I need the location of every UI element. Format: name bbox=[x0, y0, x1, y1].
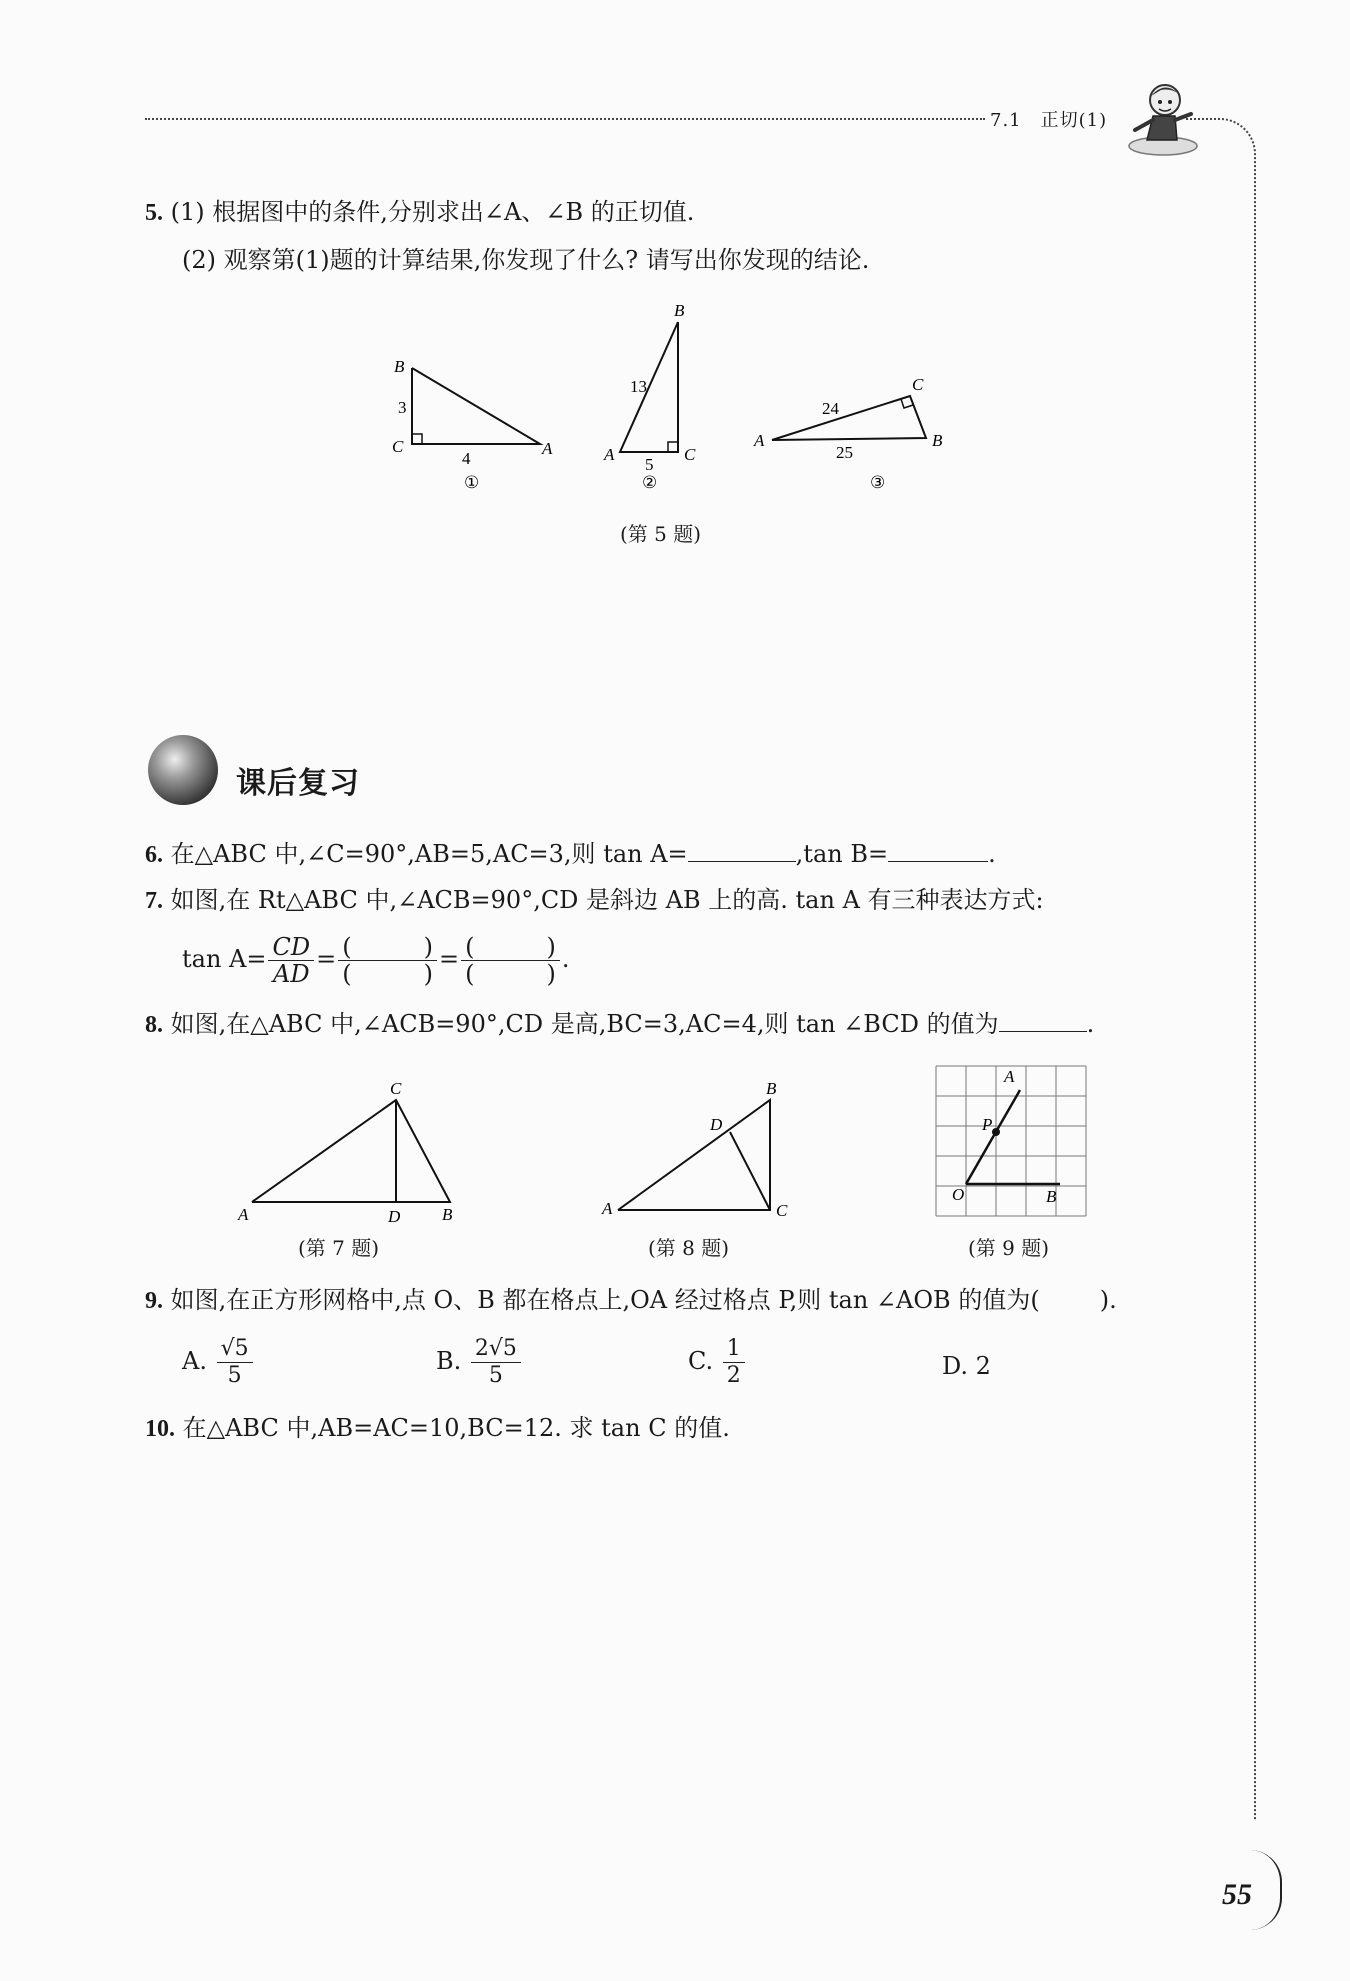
question-number: 8. bbox=[145, 1012, 163, 1038]
figure-label: ① bbox=[464, 473, 480, 492]
option-label: B. bbox=[436, 1347, 462, 1375]
question-number: 7. bbox=[145, 888, 163, 914]
option-b[interactable] bbox=[436, 1336, 523, 1389]
vertex-label: B bbox=[674, 301, 685, 320]
vertex-label: P bbox=[982, 1115, 993, 1134]
question-5-part1 bbox=[145, 196, 694, 229]
fraction-numerator: 2√5 bbox=[471, 1336, 521, 1363]
paren-open: ( bbox=[342, 960, 352, 988]
vertex-label: C bbox=[684, 445, 696, 464]
vertex-label: B bbox=[766, 1079, 777, 1098]
question-text: (1) 根据图中的条件,分别求出∠A、∠B 的正切值. bbox=[170, 198, 695, 226]
question-9 bbox=[145, 1284, 1117, 1317]
option-fraction bbox=[471, 1336, 521, 1389]
side-length: 4 bbox=[462, 449, 471, 468]
fraction-denominator: 5 bbox=[227, 1363, 242, 1388]
option-d[interactable] bbox=[942, 1352, 991, 1380]
question-number: 5. bbox=[145, 200, 163, 226]
vertex-label: A bbox=[602, 1199, 613, 1218]
figure-question-5 bbox=[380, 300, 960, 500]
vertex-label: C bbox=[390, 1079, 402, 1098]
paren-close: ) bbox=[546, 933, 556, 961]
figure-8 bbox=[601, 1079, 788, 1220]
question-6 bbox=[145, 838, 996, 871]
figure-9 bbox=[952, 1067, 1060, 1206]
figure-label: ③ bbox=[870, 473, 886, 492]
figure-caption: (第 7 题) bbox=[298, 1236, 380, 1260]
side-length: 5 bbox=[645, 455, 654, 474]
section-title: 课后复习 bbox=[236, 766, 360, 801]
vertex-label: D bbox=[388, 1207, 401, 1226]
mascot-boy-icon bbox=[1125, 78, 1201, 158]
vertex-label: C bbox=[776, 1201, 788, 1220]
page-border-rail bbox=[1186, 118, 1256, 1820]
fraction-denominator: 5 bbox=[488, 1363, 503, 1388]
fraction-blank[interactable] bbox=[461, 934, 560, 987]
paren-open: ( bbox=[465, 960, 475, 988]
question-text: . bbox=[988, 840, 996, 868]
triangle-1 bbox=[392, 357, 553, 492]
question-text: 如图,在△ABC 中,∠ACB=90°,CD 是高,BC=3,AC=4,则 tan ∠BCD 的值为 bbox=[170, 1010, 999, 1038]
header-rule bbox=[145, 118, 985, 120]
option-label: D. bbox=[942, 1352, 969, 1380]
paren-close: ) bbox=[423, 933, 433, 961]
equals-sign: = bbox=[438, 945, 460, 973]
sphere-icon bbox=[148, 735, 218, 805]
side-length: 3 bbox=[398, 398, 407, 417]
vertex-label: A bbox=[604, 445, 615, 464]
figure-7 bbox=[237, 1079, 453, 1226]
paren-open: ( bbox=[342, 933, 352, 961]
figure-caption: (第 5 题) bbox=[620, 522, 702, 546]
option-label: C. bbox=[688, 1347, 714, 1375]
paren-close: ) bbox=[423, 960, 433, 988]
question-number: 9. bbox=[145, 1288, 163, 1314]
question-7-formula bbox=[182, 934, 569, 987]
question-8 bbox=[145, 1008, 1094, 1041]
vertex-label: O bbox=[952, 1185, 965, 1204]
fraction-numerator: √5 bbox=[217, 1336, 253, 1363]
side-length: 25 bbox=[836, 443, 853, 462]
formula-prefix: tan A= bbox=[182, 945, 267, 973]
figure-label: ② bbox=[642, 473, 658, 492]
option-c[interactable] bbox=[688, 1336, 747, 1389]
figures-7-8-9 bbox=[230, 1060, 1110, 1230]
question-7 bbox=[145, 884, 1044, 917]
figure-caption: (第 9 题) bbox=[968, 1236, 1050, 1260]
triangle-3 bbox=[753, 375, 943, 492]
vertex-label: A bbox=[238, 1205, 249, 1224]
question-text: 如图,在正方形网格中,点 O、B 都在格点上,OA 经过格点 P,则 tan ∠AOB 的值为( bbox=[170, 1286, 1040, 1314]
question-text: ,tan B= bbox=[795, 840, 889, 868]
vertex-label: A bbox=[542, 439, 553, 458]
question-text: 在△ABC 中,∠C=90°,AB=5,AC=3,则 tan A= bbox=[170, 840, 688, 868]
answer-blank[interactable] bbox=[888, 841, 988, 862]
paren-open: ( bbox=[465, 933, 475, 961]
page-number-arc bbox=[1250, 1850, 1282, 1930]
option-a[interactable] bbox=[182, 1336, 255, 1389]
question-5-part2: (2) 观察第(1)题的计算结果,你发现了什么? 请写出你发现的结论. bbox=[182, 246, 870, 274]
answer-blank[interactable] bbox=[999, 1011, 1087, 1032]
figure-caption: (第 8 题) bbox=[648, 1236, 730, 1260]
option-label: A. bbox=[182, 1347, 207, 1375]
option-fraction bbox=[723, 1336, 745, 1389]
question-end: ). bbox=[1099, 1286, 1117, 1314]
paren-close: ) bbox=[546, 960, 556, 988]
option-fraction bbox=[217, 1336, 253, 1389]
vertex-label: B bbox=[394, 357, 405, 376]
fraction-blank[interactable] bbox=[338, 934, 437, 987]
question-text: 如图,在 Rt△ABC 中,∠ACB=90°,CD 是斜边 AB 上的高. tan A 有三种表达方式: bbox=[170, 886, 1044, 914]
vertex-label: D bbox=[710, 1115, 723, 1134]
equals-sign: = bbox=[316, 945, 337, 973]
question-text: 在△ABC 中,AB=AC=10,BC=12. 求 tan C 的值. bbox=[182, 1414, 730, 1442]
fraction-cd-ad bbox=[268, 934, 314, 987]
question-end: . bbox=[561, 945, 570, 973]
vertex-label: A bbox=[1004, 1067, 1015, 1086]
fraction-numerator: CD bbox=[268, 934, 314, 961]
fraction-denominator: AD bbox=[273, 960, 310, 988]
side-length: 24 bbox=[822, 399, 839, 418]
vertex-label: C bbox=[392, 437, 404, 456]
side-length: 13 bbox=[630, 377, 647, 396]
page-number: 55 bbox=[1222, 1878, 1252, 1911]
vertex-label: A bbox=[754, 431, 765, 450]
answer-blank[interactable] bbox=[688, 841, 796, 862]
section-header: 7.1 正切(1) bbox=[990, 110, 1108, 131]
vertex-label: C bbox=[912, 375, 924, 394]
fraction-numerator: 1 bbox=[723, 1336, 745, 1363]
vertex-label: B bbox=[442, 1205, 453, 1224]
question-number: 6. bbox=[145, 842, 163, 868]
fraction-denominator: 2 bbox=[726, 1363, 741, 1388]
question-end: . bbox=[1086, 1010, 1095, 1038]
vertex-label: B bbox=[932, 431, 943, 450]
triangle-2 bbox=[603, 301, 696, 492]
question-10 bbox=[145, 1412, 730, 1445]
question-number: 10. bbox=[145, 1416, 175, 1442]
option-value: 2 bbox=[975, 1352, 991, 1380]
vertex-label: B bbox=[1046, 1187, 1057, 1206]
